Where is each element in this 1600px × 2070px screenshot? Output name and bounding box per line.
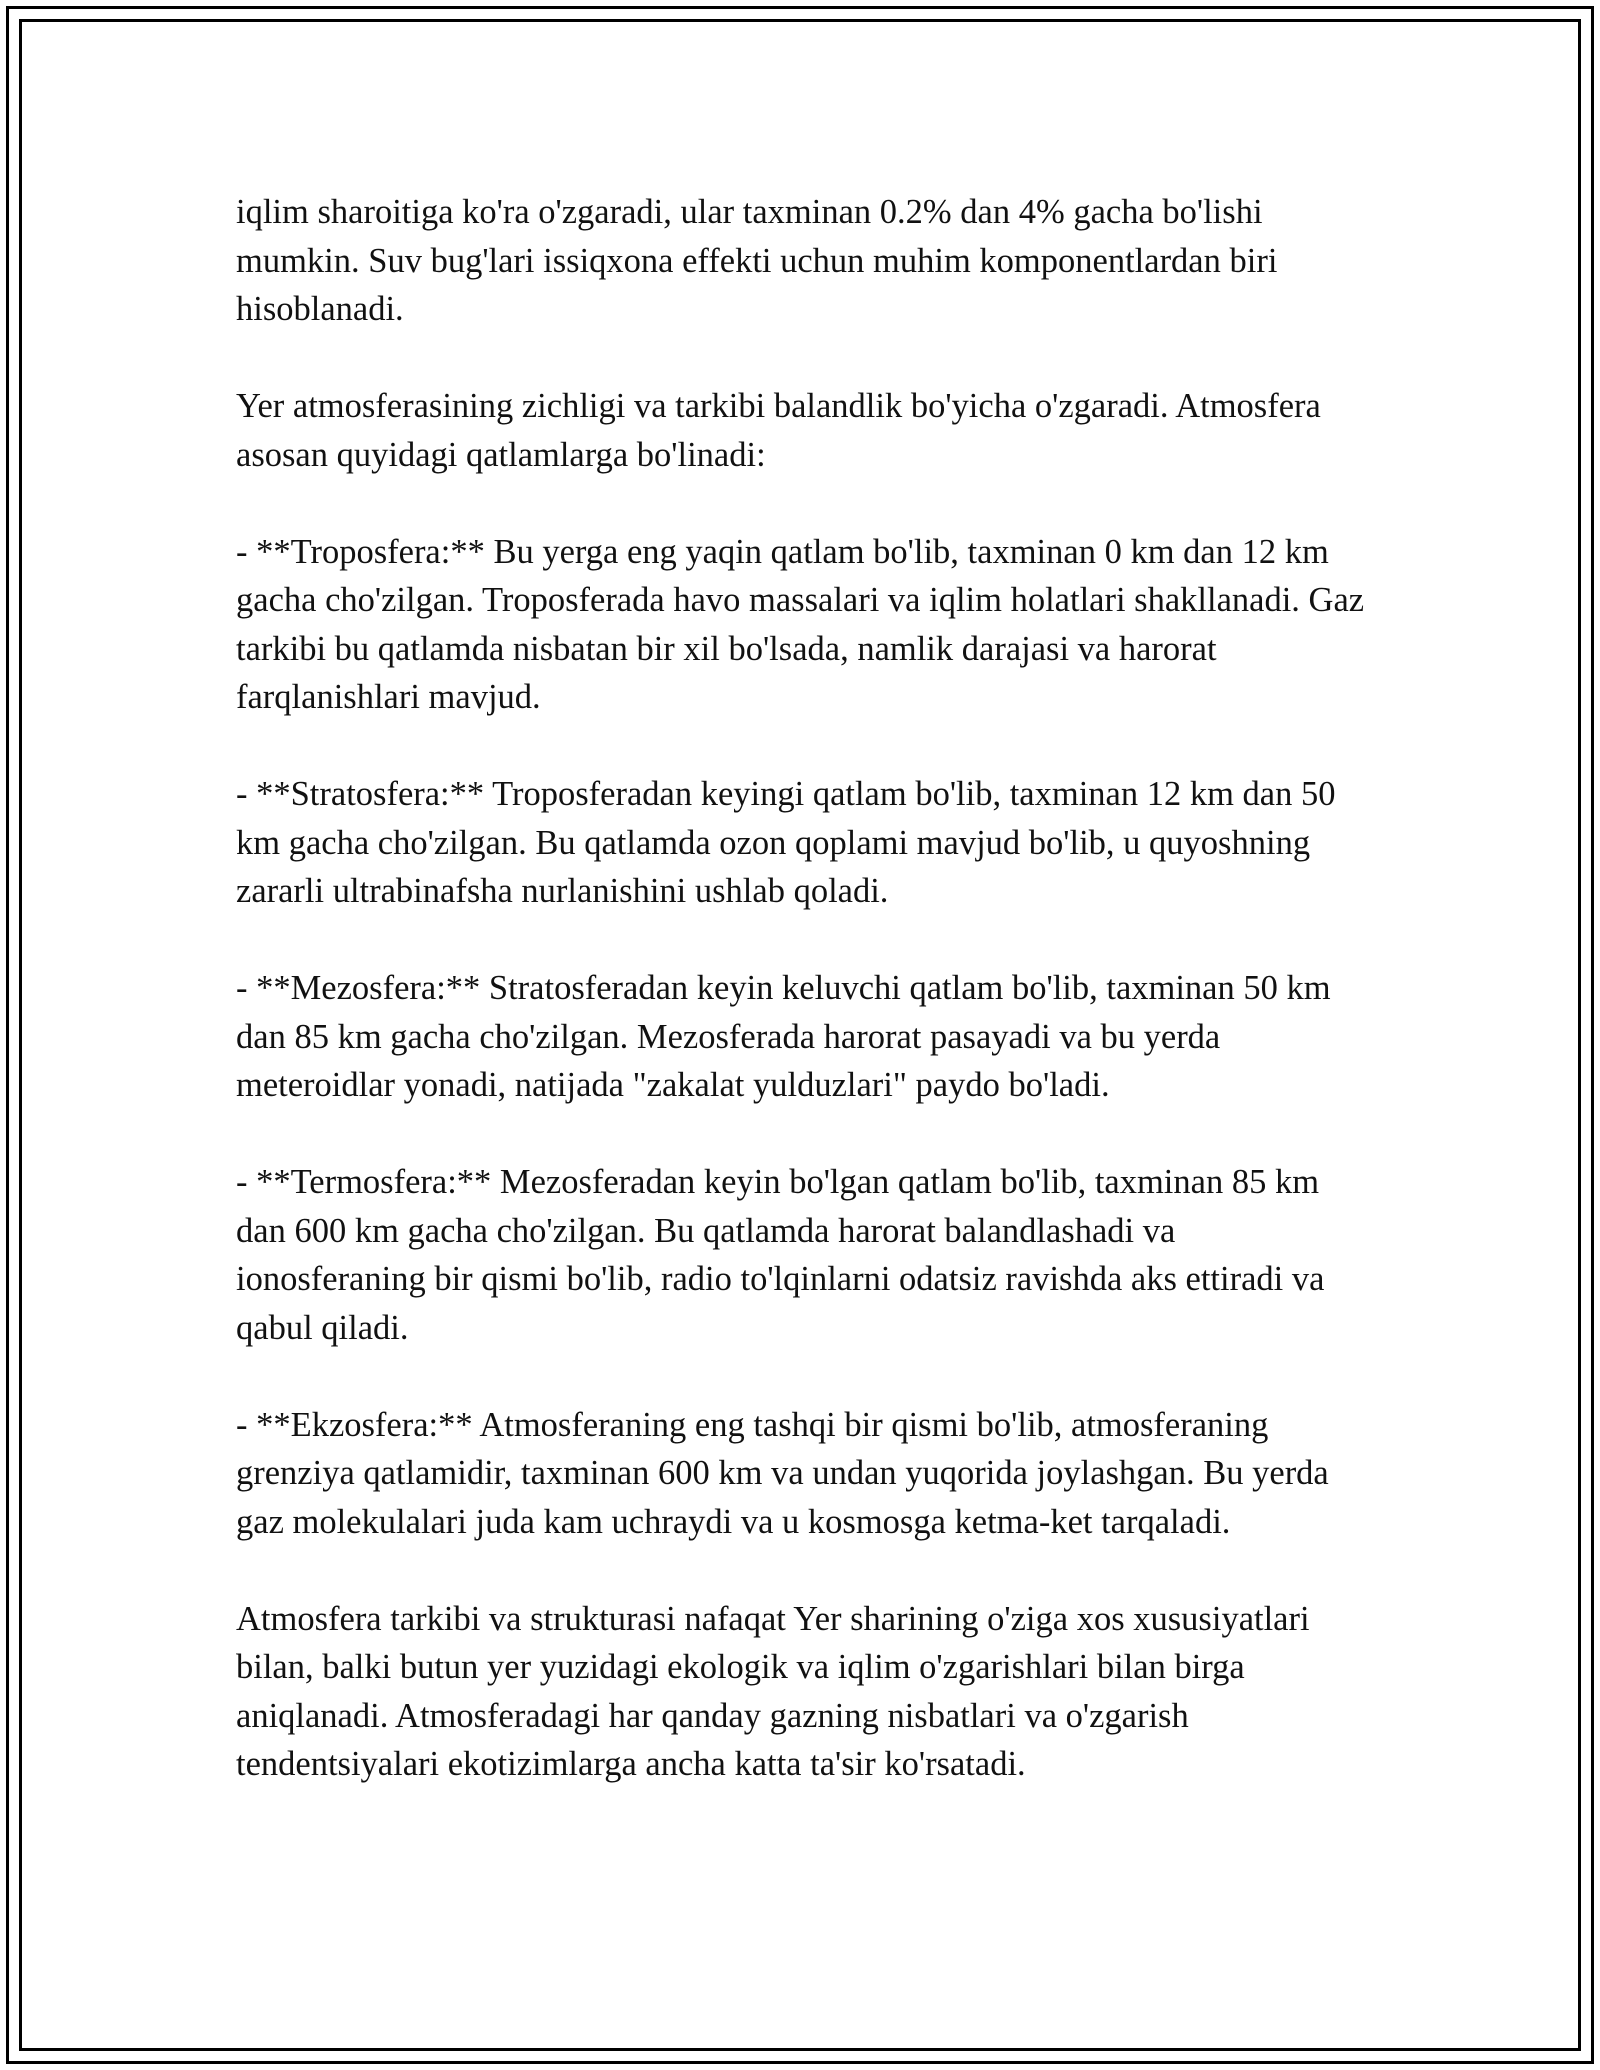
paragraph-water-vapor: iqlim sharoitiga ko'ra o'zgaradi, ular taxminan 0.2% dan 4% gacha bo'lishi mumkin. Suv bug'lari issiqxona effekti uchun muhim komponentlardan biri hisoblanadi. bbox=[236, 193, 1278, 328]
paragraph-mesosphere: - **Mezosfera:** Stratosferadan keyin keluvchi qatlam bo'lib, taxminan 50 km dan 85 km gacha cho'zilgan. Mezosferada harorat pasayadi va bu yerda meteroidlar yonadi, natijada "zakalat yulduzlari" paydo bo'ladi. bbox=[236, 969, 1331, 1104]
document-body bbox=[236, 188, 1366, 1789]
paragraph-exosphere: - **Ekzosfera:** Atmosferaning eng tashqi bir qismi bo'lib, atmosferaning grenziya qatlamidir, taxminan 600 km va undan yuqorida joylashgan. Bu yerda gaz molekulalari juda kam uchraydi va u kosmosga ketma-ket tarqaladi. bbox=[236, 1405, 1329, 1541]
paragraph-atmosphere-layers-intro: Yer atmosferasining zichligi va tarkibi balandlik bo'yicha o'zgaradi. Atmosfera asosan quyidagi qatlamlarga bo'linadi: bbox=[236, 387, 1321, 474]
paragraph-stratosphere: - **Stratosfera:** Troposferadan keyingi qatlam bo'lib, taxminan 12 km dan 50 km gacha cho'zilgan. Bu qatlamda ozon qoplami mavjud bo'lib, u quyoshning zararli ultrabinafsha nurlanishini ushlab qoladi. bbox=[236, 775, 1336, 910]
paragraph-troposphere: - **Troposfera:** Bu yerga eng yaqin qatlam bo'lib, taxminan 0 km dan 12 km gacha cho'zilgan. Troposferada havo massalari va iqlim holatlari shakllanadi. Gaz tarkibi bu qatlamda nisbatan bir xil bo'lsada, namlik darajasi va harorat farqlanishlari mavjud. bbox=[236, 532, 1365, 716]
paragraph-thermosphere: - **Termosfera:** Mezosferadan keyin bo'lgan qatlam bo'lib, taxminan 85 km dan 600 km gacha cho'zilgan. Bu qatlamda harorat balandlashadi va ionosferaning bir qismi bo'lib, radio to'lqinlarni odatsiz ravishda aks ettiradi va qabul qiladi. bbox=[236, 1163, 1325, 1347]
paragraph-conclusion: Atmosfera tarkibi va strukturasi nafaqat Yer sharining o'ziga xos xususiyatlari bilan, balki butun yer yuzidagi ekologik va iqlim o'zgarishlari bilan birga aniqlanadi. Atmosferadagi har qanday gazning nisbatlari va o'zgarish tendentsiyalari ekotizimlarga ancha katta ta'sir ko'rsatadi. bbox=[236, 1599, 1310, 1783]
